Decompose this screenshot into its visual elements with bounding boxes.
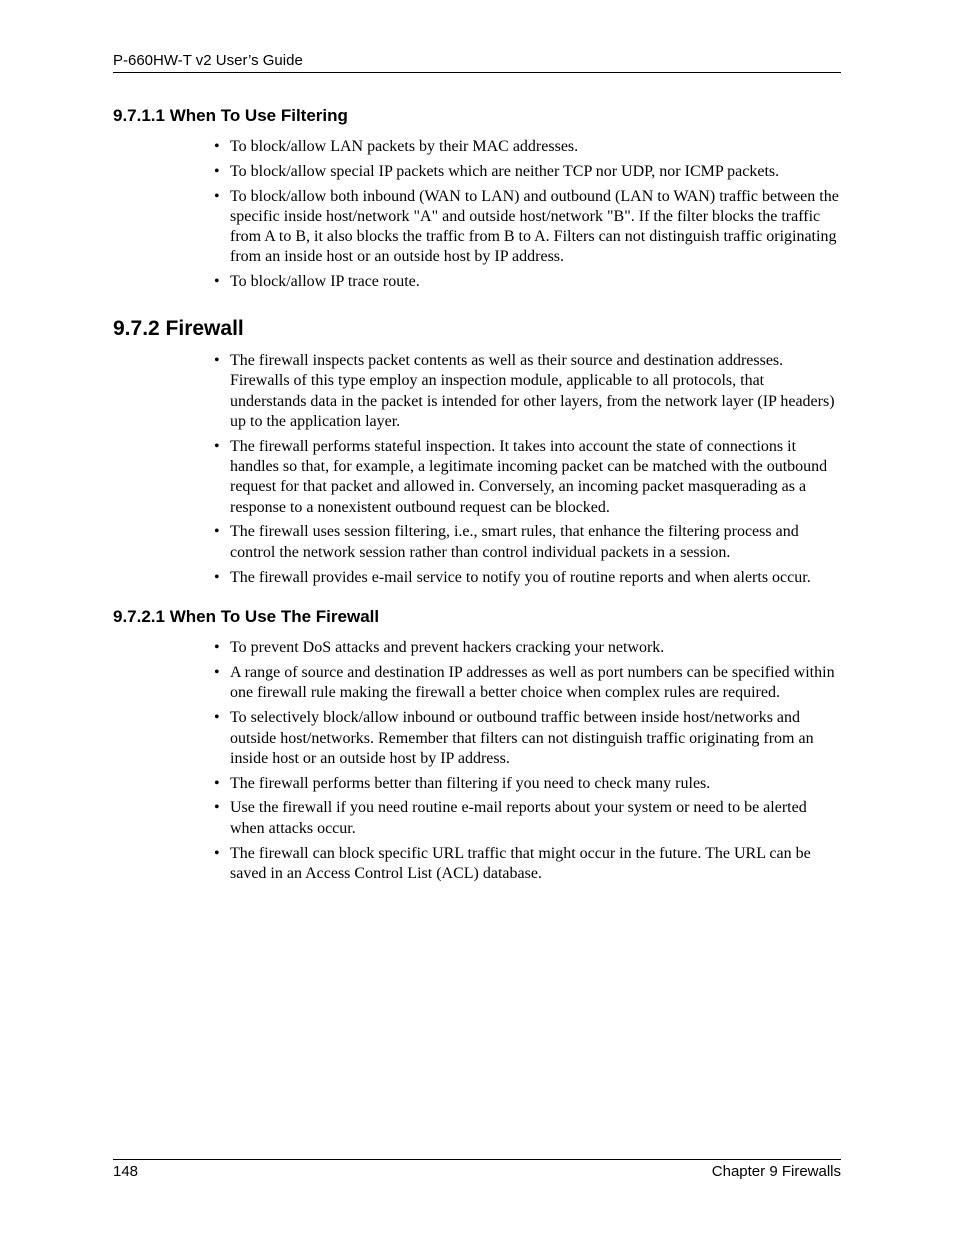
list-item: • To block/allow LAN packets by their MAC addresses. (230, 137, 841, 157)
list-item: • The firewall performs stateful inspection. It takes into account the state of connections it handles so that, for example, a legitimate incoming packet can be matched with the outbound request for that packet and allowed in. Conversely, an incoming packet masquerading as a response to a nonexistent outbound request can be blocked. (230, 437, 841, 518)
chapter-title: Chapter 9 Firewalls (711, 1163, 841, 1180)
list-item: • Use the firewall if you need routine e-mail reports about your system or need to be alerted when attacks occur. (230, 798, 841, 839)
heading-firewall: 9.7.2 Firewall (113, 317, 244, 341)
list-item: • The firewall provides e-mail service to notify you of routine reports and when alerts occur. (230, 568, 841, 588)
list-item: • The firewall inspects packet contents as well as their source and destination addresses. Firewalls of this type employ an inspection module, applicable to all protocols, that understands data in the packet is intended for other layers, from the network layer (IP headers) up to the application layer. (230, 351, 841, 432)
page-number: 148 (113, 1163, 139, 1180)
heading-when-to-use-firewall: 9.7.2.1 When To Use The Firewall (113, 607, 380, 627)
firewall-use-list (113, 638, 841, 884)
list-item: • The firewall performs better than filtering if you need to check many rules. (230, 774, 841, 794)
list-item: • To block/allow IP trace route. (230, 272, 841, 292)
page-header (113, 52, 841, 73)
page-content (113, 106, 841, 889)
heading-when-to-use-filtering: 9.7.1.1 When To Use Filtering (113, 106, 348, 125)
firewall-list (113, 351, 841, 588)
list-item: • A range of source and destination IP addresses as well as port numbers can be specified within one firewall rule making the firewall a better choice when complex rules are required. (230, 663, 841, 704)
list-item: • To block/allow special IP packets which are neither TCP nor UDP, nor ICMP packets. (230, 162, 841, 182)
list-item: • The firewall uses session filtering, i.e., smart rules, that enhance the filtering process and control the network session rather than control individual packets in a session. (230, 522, 841, 563)
list-item: • To prevent DoS attacks and prevent hackers cracking your network. (230, 638, 841, 658)
list-item: • To selectively block/allow inbound or outbound traffic between inside host/networks and outside host/networks. Remember that filters can not distinguish traffic originating from an inside host or an outside host by IP address. (230, 708, 841, 769)
guide-title: P-660HW-T v2 User’s Guide (113, 52, 303, 69)
filtering-use-list (113, 137, 841, 293)
list-item: • The firewall can block specific URL traffic that might occur in the future. The URL can be saved in an Access Control List (ACL) database. (230, 844, 841, 885)
list-item: • To block/allow both inbound (WAN to LAN) and outbound (LAN to WAN) traffic between the specific inside host/network "A" and outside host/network "B". If the filter blocks the traffic from A to B, it also blocks the traffic from B to A. Filters can not distinguish traffic originating from an inside host or an outside host by IP address. (230, 187, 841, 268)
page-footer (113, 1159, 841, 1180)
